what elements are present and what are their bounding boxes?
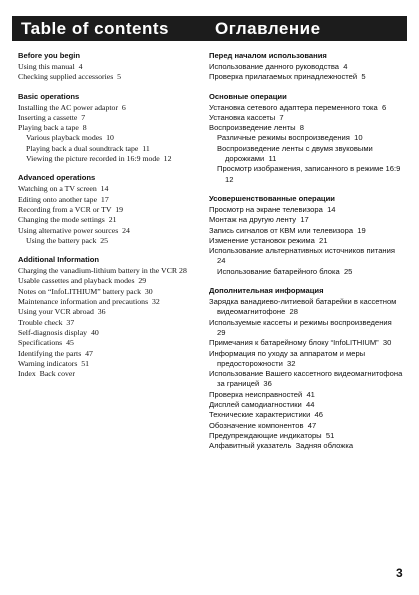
toc-entry[interactable]: Алфавитный указатель Задняя обложка (209, 441, 354, 451)
toc-entry[interactable]: Recording from a VCR or TV 19 (18, 204, 124, 214)
toc-entry[interactable]: Различные режимы воспроизведения 10 (217, 133, 363, 143)
toc-column-russian (209, 51, 404, 461)
toc-entry[interactable]: Использование альтернативных источников питания 24 (209, 246, 400, 266)
toc-entry[interactable]: Charging the vanadium-lithium battery in the VCR 28 (18, 266, 187, 276)
page-number: 3 (396, 566, 403, 580)
toc-entry[interactable]: Воспроизведение ленты с двумя звуковыми дорожками 11 (217, 143, 375, 164)
toc-section (209, 286, 404, 451)
toc-entry[interactable]: Использование Вашего кассетного видеомагнитофона за границей 36 (209, 369, 405, 389)
toc-entry[interactable]: Identifying the parts 47 (18, 348, 93, 358)
toc-header-bar (12, 16, 407, 41)
toc-entry[interactable]: Various playback modes 10 (26, 133, 114, 143)
toc-section (18, 255, 198, 379)
toc-entry[interactable]: Notes on “InfoLITHIUM” battery pack 30 (18, 286, 153, 296)
toc-entry[interactable]: Maintenance information and precautions 32 (18, 297, 160, 307)
toc-entry[interactable]: Установка кассеты 7 (209, 112, 284, 122)
toc-entry[interactable]: Trouble check 37 (18, 317, 75, 327)
toc-entry[interactable]: Монтаж на другую ленту 17 (209, 215, 309, 225)
toc-entry[interactable]: Воспроизведение ленты 8 (209, 123, 305, 133)
toc-entry[interactable]: Технические характеристики 46 (209, 410, 323, 420)
toc-entry[interactable]: Watching on a TV screen 14 (18, 184, 109, 194)
toc-column-english (18, 51, 198, 388)
toc-entry[interactable]: Проверка неисправностей 41 (209, 389, 315, 399)
toc-entry[interactable]: Использование батарейного блока 25 (217, 266, 353, 276)
toc-entry[interactable]: Usable cassettes and playback modes 29 (18, 276, 147, 286)
toc-section-title: Before you begin (18, 51, 81, 60)
toc-entry[interactable]: Checking supplied accessories 5 (18, 72, 122, 82)
toc-entry[interactable]: Просмотр на экране телевизора 14 (209, 204, 336, 214)
toc-entry[interactable]: Проверка прилагаемых принадлежностей 5 (209, 72, 366, 82)
toc-title-russian: Оглавление (215, 19, 321, 38)
toc-entry[interactable]: Viewing the picture recorded in 16:9 mode 12 (26, 154, 172, 164)
toc-section (18, 92, 198, 165)
toc-section-title: Усовершенствованные операции (209, 193, 335, 203)
toc-title-english: Table of contents (21, 19, 169, 38)
toc-entry[interactable]: Playing back a dual soundtrack tape 11 (26, 143, 150, 153)
toc-entry[interactable]: Warning indicators 51 (18, 358, 90, 368)
toc-entry[interactable]: Зарядка ванадиево-литиевой батарейки в кассетном видеомагнитофоне 28 (209, 297, 399, 317)
toc-entry[interactable]: Using your VCR abroad 36 (18, 307, 106, 317)
toc-entry[interactable]: Запись сигналов от КВМ или телевизора 19 (209, 225, 366, 235)
toc-entry[interactable]: Информация по уходу за аппаратом и меры предосторожности 32 (209, 348, 368, 368)
toc-section (18, 173, 198, 246)
toc-entry[interactable]: Предупреждающие индикаторы 51 (209, 430, 335, 440)
toc-section-title: Основные операции (209, 91, 287, 101)
toc-entry[interactable]: Дисплей самодиагностики 44 (209, 400, 315, 410)
toc-entry[interactable]: Using this manual 4 (18, 62, 83, 71)
toc-section-title: Advanced operations (18, 173, 96, 183)
toc-entry[interactable]: Changing the mode settings 21 (18, 215, 117, 225)
toc-section-title: Basic operations (18, 91, 80, 101)
toc-entry[interactable]: Использование данного руководства 4 (209, 62, 348, 71)
toc-entry[interactable]: Примечания к батарейному блоку “InfoLITHIUM” 30 (209, 338, 392, 348)
toc-section (209, 194, 404, 277)
toc-entry[interactable]: Using alternative power sources 24 (18, 225, 130, 235)
toc-entry[interactable]: Installing the AC power adaptor 6 (18, 102, 126, 112)
toc-section-title: Дополнительная информация (209, 286, 324, 296)
toc-section (209, 51, 404, 83)
toc-entry[interactable]: Using the battery pack 25 (26, 235, 109, 245)
toc-entry[interactable]: Используемые кассеты и режимы воспроизведения 29 (209, 317, 396, 337)
toc-entry[interactable]: Playing back a tape 8 (18, 123, 87, 133)
toc-section-title: Additional Information (18, 255, 99, 265)
toc-entry[interactable]: Editing onto another tape 17 (18, 194, 109, 204)
toc-section (209, 92, 404, 185)
toc-entry[interactable]: Обозначение компонентов 47 (209, 420, 317, 430)
toc-section (18, 51, 198, 83)
toc-section-title: Перед началом использования (209, 51, 327, 60)
toc-entry[interactable]: Self-diagnosis display 40 (18, 327, 99, 337)
toc-entry[interactable]: Inserting a cassette 7 (18, 112, 86, 122)
toc-entry[interactable]: Изменение установок режима 21 (209, 235, 328, 245)
toc-entry[interactable]: Specifications 45 (18, 338, 74, 348)
toc-entry[interactable]: Просмотр изображения, записанного в режиме 16:9 12 (217, 164, 405, 184)
toc-entry[interactable]: Установка сетевого адаптера переменного тока 6 (209, 102, 387, 112)
toc-entry[interactable]: Index Back cover (18, 369, 75, 379)
